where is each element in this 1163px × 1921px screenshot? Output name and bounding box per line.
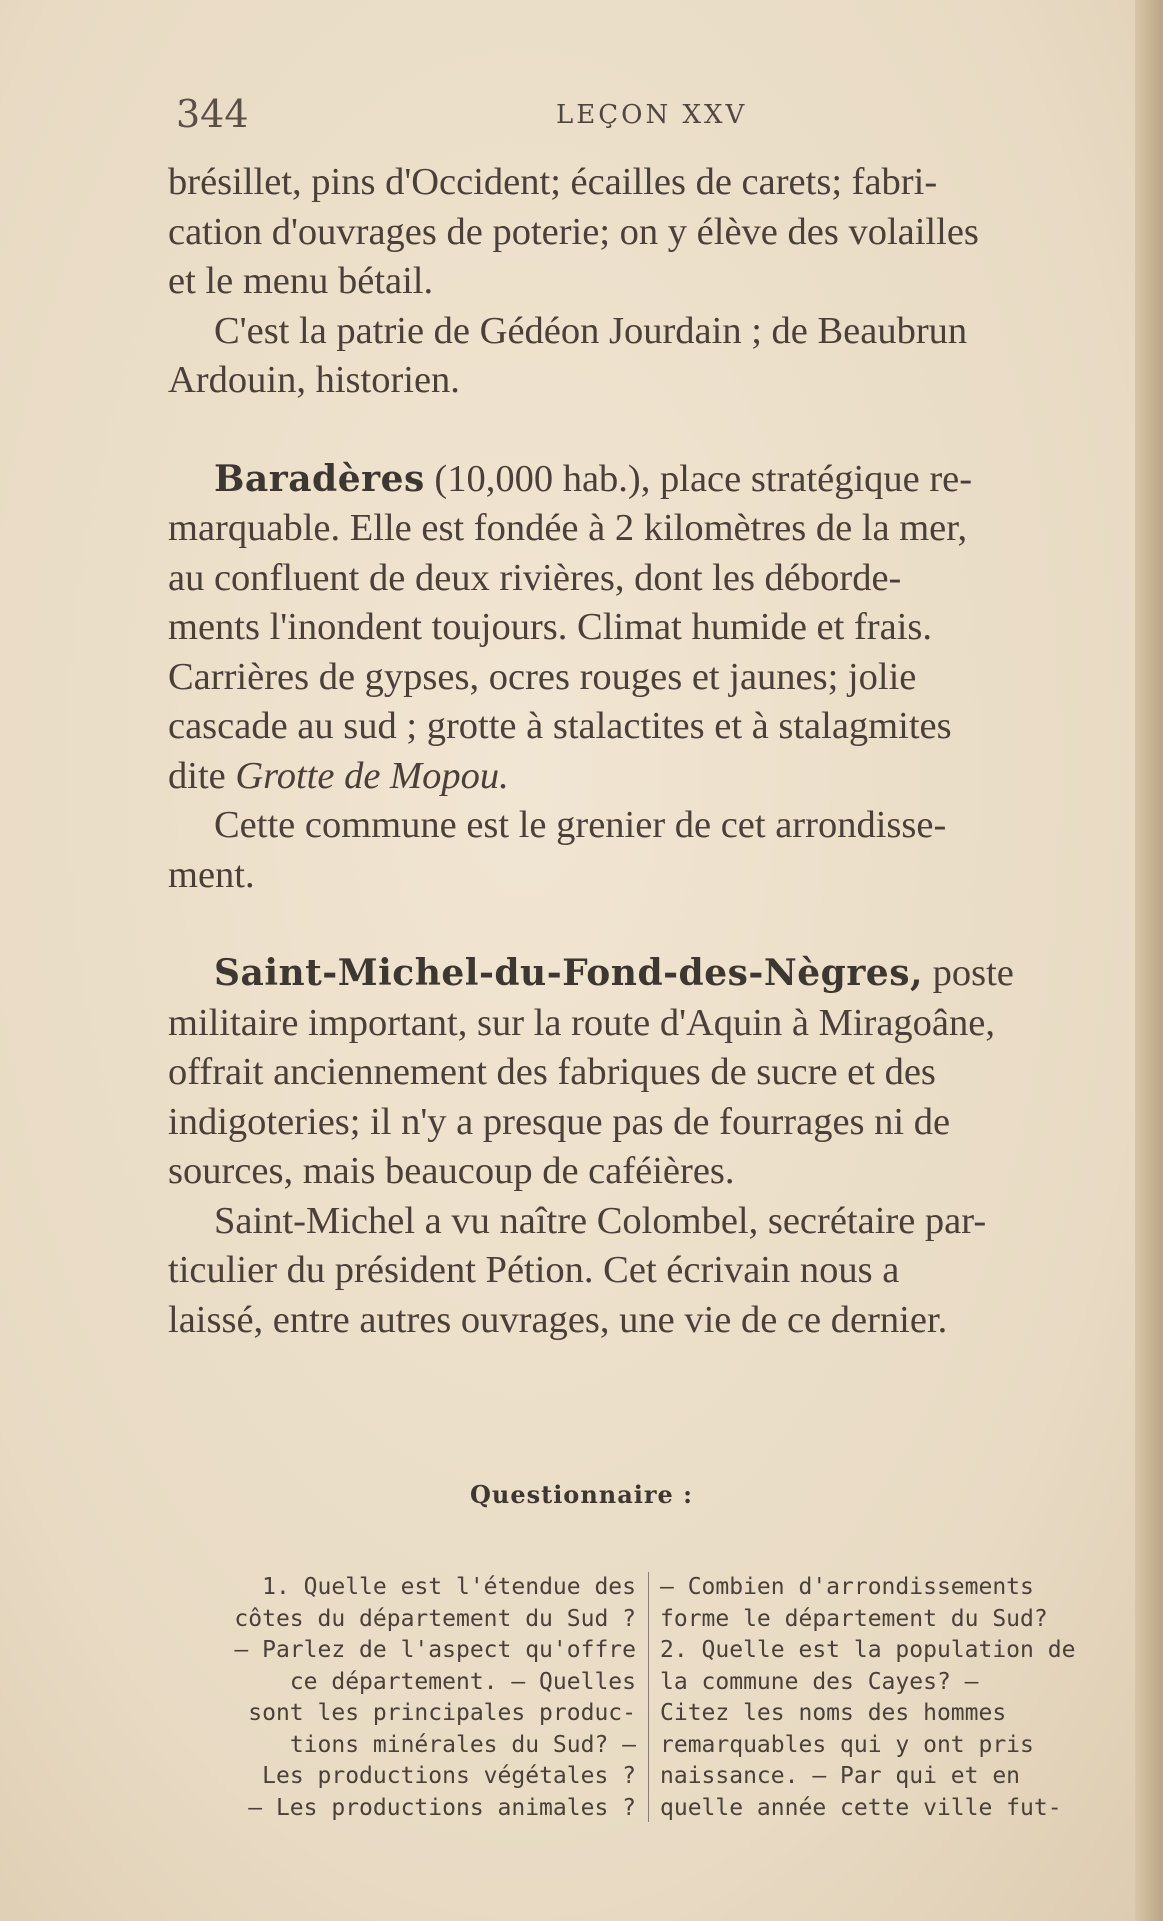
- text-line: cation d'ouvrages de poterie; on y élève des volailles: [168, 210, 979, 253]
- place-heading-baraderes: Baradères: [214, 457, 425, 500]
- text-line: poste: [932, 952, 1014, 994]
- paragraph-baraderes: [168, 455, 1128, 802]
- question-line: naissance. — Par qui et en: [660, 1763, 1021, 1789]
- question-line: sont les principales produc-: [248, 1700, 636, 1726]
- text-line: indigoteries; il n'y a presque pas de fourrages ni de: [168, 1100, 951, 1143]
- place-heading-stmichel: Saint-Michel-du-Fond-des-Nègres,: [214, 952, 923, 994]
- text-line: (10,000 hab.), place stratégique re-: [434, 457, 973, 500]
- text-line: Ardouin, historien.: [168, 359, 460, 401]
- body-text: [168, 158, 1128, 1345]
- text-line: sources, mais beaucoup de caféières.: [168, 1150, 735, 1192]
- text-line: ments l'inondent toujours. Climat humide et frais.: [168, 606, 933, 648]
- question-line: 2. Quelle est la population de: [660, 1637, 1076, 1663]
- question-line: 1. Quelle est l'étendue des: [262, 1574, 636, 1600]
- question-line: tions minérales du Sud? —: [289, 1731, 636, 1758]
- question-line: — Parlez de l'aspect qu'offre: [234, 1637, 636, 1663]
- questionnaire-title: Questionnaire :: [469, 1480, 694, 1509]
- text-line: Cette commune est le grenier de cet arrondisse-: [214, 804, 947, 846]
- text-line: militaire important, sur la route d'Aquin à Miragoâne,: [168, 1001, 995, 1044]
- running-title: LEÇON XXV: [556, 100, 748, 130]
- paragraph-stmichel: [168, 949, 1128, 1197]
- question-line: remarquables qui y ont pris: [660, 1731, 1034, 1758]
- page-header: [176, 92, 1116, 152]
- text-line: laissé, entre autres ouvrages, une vie de ce dernier.: [168, 1298, 948, 1341]
- paragraph-4: [168, 801, 1128, 900]
- italic-place-name: Grotte de Mopou.: [235, 754, 509, 797]
- questionnaire-right-column: [660, 1572, 1130, 1824]
- text-line: cascade au sud ; grotte à stalactites et à stalagmites: [168, 705, 952, 747]
- question-line: la commune des Cayes? —: [660, 1668, 979, 1695]
- column-divider: [648, 1572, 649, 1822]
- text-line: ment.: [168, 853, 255, 896]
- questionnaire-left-column: [176, 1572, 636, 1824]
- text-line: et le menu bétail.: [168, 260, 434, 302]
- text-line: au confluent de deux rivières, dont les déborde-: [168, 556, 902, 599]
- question-line: Les productions végétales ?: [262, 1763, 636, 1789]
- text-line: ticulier du président Pétion. Cet écrivain nous a: [168, 1249, 900, 1291]
- text-line: Saint-Michel a vu naître Colombel, secrétaire par-: [214, 1199, 987, 1242]
- question-line: forme le département du Sud?: [660, 1605, 1048, 1632]
- question-line: ce département. — Quelles: [289, 1668, 636, 1695]
- question-line: côtes du département du Sud ?: [234, 1605, 636, 1632]
- page-number: 344: [176, 92, 249, 136]
- paragraph-1: [168, 158, 1128, 307]
- text-line: dite: [168, 754, 226, 797]
- question-line: Citez les noms des hommes: [660, 1700, 1007, 1726]
- text-line: offrait anciennement des fabriques de sucre et des: [168, 1051, 936, 1093]
- text-line: brésillet, pins d'Occident; écailles de carets; fabri-: [168, 161, 938, 203]
- text-line: C'est la patrie de Gédéon Jourdain ; de Beaubrun: [214, 309, 968, 352]
- paragraph-2: [168, 307, 1128, 406]
- question-line: — Combien d'arrondissements: [660, 1574, 1034, 1600]
- text-line: marquable. Elle est fondée à 2 kilomètres de la mer,: [168, 507, 968, 549]
- question-line: quelle année cette ville fut-: [660, 1794, 1062, 1821]
- text-line: Carrières de gypses, ocres rouges et jaunes; jolie: [168, 655, 917, 698]
- page-edge: [1135, 0, 1163, 1921]
- paragraph-6: [168, 1197, 1128, 1346]
- question-line: — Les productions animales ?: [248, 1794, 636, 1821]
